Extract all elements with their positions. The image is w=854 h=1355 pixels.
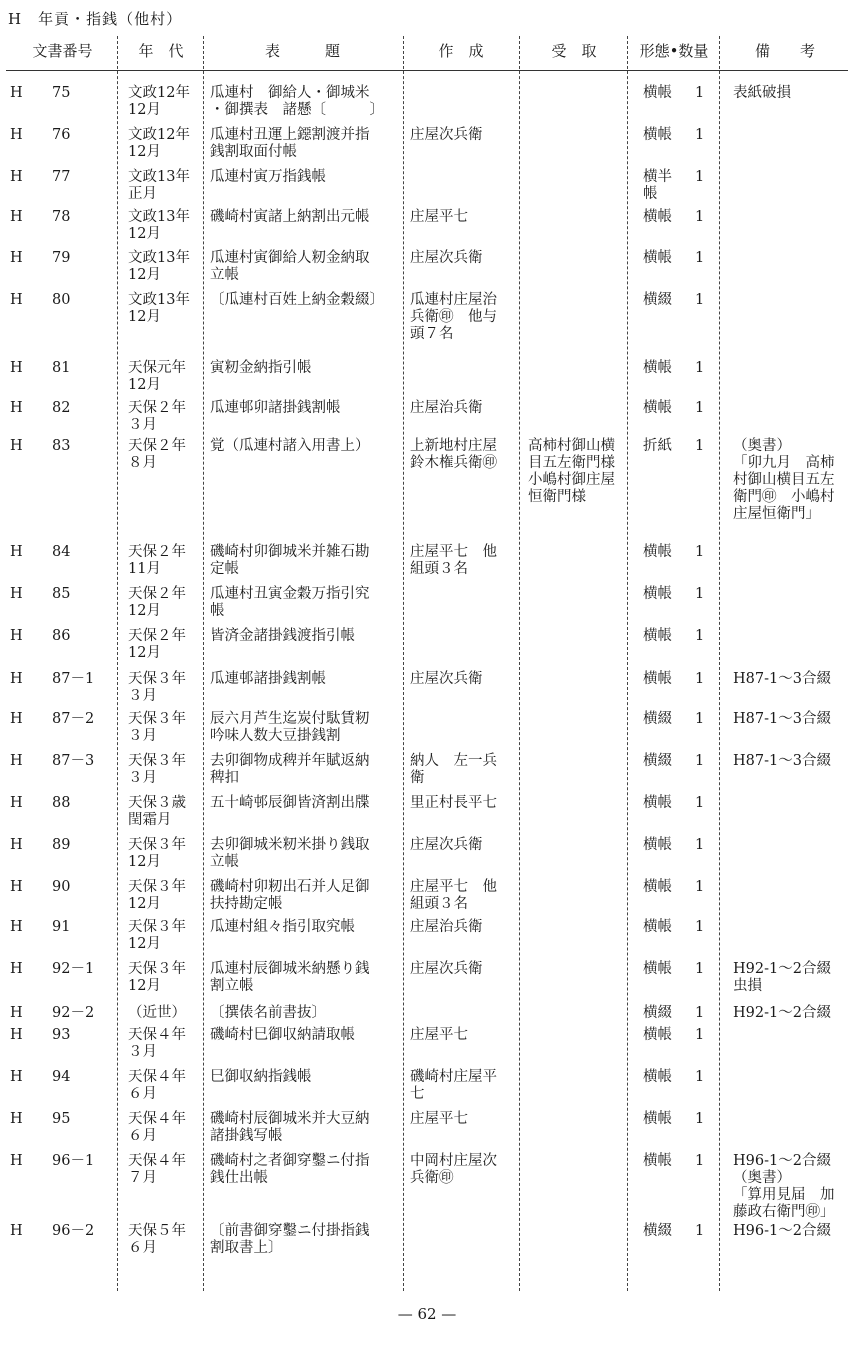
column-divider [519, 36, 520, 1291]
cell-author: 庄屋次兵衛 [410, 671, 483, 687]
cell-title: 去卯御城米籾米掛り銭取 立帳 [210, 837, 370, 870]
cell-author: 庄屋平七 [410, 1027, 468, 1043]
cell-author: 庄屋治兵衛 [410, 919, 483, 935]
cell-form: 横帳 [643, 795, 672, 811]
cell-qty: 1 [695, 292, 705, 308]
cell-no: 78 [52, 209, 71, 225]
cell-author: 庄屋次兵衛 [410, 961, 483, 977]
cell-no: 75 [52, 85, 71, 101]
cell-qty: 1 [695, 360, 705, 376]
cell-author: 庄屋次兵衛 [410, 837, 483, 853]
cell-form: 横綴 [643, 711, 672, 727]
cell-title: 覚（瓜連村諸入用書上） [210, 438, 370, 454]
cell-form: 横帳 [643, 1069, 672, 1085]
cell-author: 庄屋治兵衛 [410, 400, 483, 416]
cell-no: 92－1 [52, 961, 95, 977]
cell-era: 天保２年 ８月 [128, 438, 186, 471]
page-number: — 62 — [397, 1305, 457, 1323]
cell-qty: 1 [695, 85, 705, 101]
cell-qty: 1 [695, 1153, 705, 1169]
cell-recipient: 高柿村御山横 目五左衛門様 小嶋村御庄屋 恒衛門様 [528, 438, 615, 505]
cell-title: 巳御収納指銭帳 [210, 1069, 312, 1085]
header-era: 年 代 [138, 42, 184, 60]
cell-no: 76 [52, 127, 71, 143]
cell-no: 89 [52, 837, 71, 853]
cell-title: 瓜連村丑運上鐚割渡并指 銭割取面付帳 [210, 127, 370, 160]
header-note: 備 考 [754, 42, 815, 60]
column-divider [203, 36, 204, 1291]
cell-title: 五十崎邨辰御皆済割出牒 [210, 795, 370, 811]
cell-pre: H [10, 961, 23, 977]
cell-title: 瓜連村寅万指銭帳 [210, 169, 326, 185]
cell-title: 瓜連邨諸掛銭割帳 [210, 671, 326, 687]
cell-pre: H [10, 1069, 23, 1085]
cell-form: 横帳 [643, 209, 672, 225]
cell-qty: 1 [695, 961, 705, 977]
cell-title: 瓜連村 御給人・御城米 ・御撰表 諸懸〔 〕 [210, 85, 384, 118]
column-divider [719, 36, 720, 1291]
cell-pre: H [10, 1111, 23, 1127]
cell-pre: H [10, 292, 23, 308]
cell-era: 文政12年 12月 [128, 127, 190, 160]
header-rule [6, 70, 848, 71]
cell-note: H92-1～2合綴 虫損 [733, 961, 831, 994]
cell-no: 92－2 [52, 1005, 95, 1021]
cell-pre: H [10, 837, 23, 853]
column-divider [403, 36, 404, 1291]
cell-title: 去卯御物成稗并年賦返納 稗扣 [210, 753, 370, 786]
cell-era: 天保４年 ６月 [128, 1069, 186, 1102]
cell-no: 96－2 [52, 1223, 95, 1239]
cell-no: 88 [52, 795, 71, 811]
cell-note: H87-1～3合綴 [733, 753, 831, 769]
cell-qty: 1 [695, 795, 705, 811]
cell-form: 横帳 [643, 360, 672, 376]
cell-era: 天保３年 12月 [128, 961, 186, 994]
cell-title: 磯崎村之者御穿鑿ニ付指 銭仕出帳 [210, 1153, 370, 1186]
cell-qty: 1 [695, 628, 705, 644]
cell-pre: H [10, 250, 23, 266]
cell-era: （近世） [128, 1005, 186, 1021]
cell-author: 庄屋平七 [410, 1111, 468, 1127]
cell-pre: H [10, 209, 23, 225]
cell-no: 79 [52, 250, 71, 266]
cell-title: 磯崎村卯御城米并雑石勘 定帳 [210, 544, 370, 577]
cell-title: 辰六月芦生迄炭付駄賃籾 吟味人数大豆掛銭割 [210, 711, 370, 744]
column-divider [627, 36, 628, 1291]
cell-note: H96-1～2合綴 [733, 1223, 831, 1239]
cell-no: 77 [52, 169, 71, 185]
cell-author: 里正村長平七 [410, 795, 497, 811]
cell-pre: H [10, 1223, 23, 1239]
cell-title: 寅籾金納指引帳 [210, 360, 312, 376]
cell-era: 天保２年 ３月 [128, 400, 186, 433]
cell-pre: H [10, 169, 23, 185]
cell-qty: 1 [695, 711, 705, 727]
cell-era: 天保３年 12月 [128, 879, 186, 912]
cell-era: 天保４年 ７月 [128, 1153, 186, 1186]
cell-no: 81 [52, 360, 71, 376]
cell-qty: 1 [695, 919, 705, 935]
cell-author: 上新地村庄屋 鈴木権兵衛㊞ [410, 438, 497, 471]
cell-form: 横帳 [643, 1111, 672, 1127]
cell-era: 天保３年 ３月 [128, 711, 186, 744]
cell-form: 横帳 [643, 961, 672, 977]
cell-no: 91 [52, 919, 71, 935]
cell-pre: H [10, 753, 23, 769]
cell-form: 横帳 [643, 919, 672, 935]
cell-note: （奥書） 「卯九月 高柿 村御山横目五左 衛門㊞ 小嶋村 庄屋恒衛門」 [733, 438, 835, 522]
cell-note: H87-1～3合綴 [733, 711, 831, 727]
cell-pre: H [10, 127, 23, 143]
cell-pre: H [10, 1005, 23, 1021]
cell-title: 瓜連邨卯諸掛銭割帳 [210, 400, 341, 416]
cell-form: 横帳 [643, 544, 672, 560]
cell-author: 庄屋平七 他 組頭３名 [410, 544, 497, 577]
cell-author: 庄屋平七 他 組頭３名 [410, 879, 497, 912]
cell-form: 横綴 [643, 292, 672, 308]
cell-author: 中岡村庄屋次 兵衛㊞ [410, 1153, 497, 1186]
cell-pre: H [10, 360, 23, 376]
header-title: 表 題 [264, 42, 340, 60]
cell-pre: H [10, 438, 23, 454]
cell-form: 折紙 [643, 438, 672, 454]
cell-era: 天保元年 12月 [128, 360, 186, 393]
cell-form: 横帳 [643, 127, 672, 143]
cell-form: 横帳 [643, 671, 672, 687]
cell-qty: 1 [695, 1111, 705, 1127]
cell-qty: 1 [695, 544, 705, 560]
column-divider [117, 36, 118, 1291]
cell-qty: 1 [695, 753, 705, 769]
cell-form: 横半 帳 [643, 169, 672, 202]
cell-qty: 1 [695, 209, 705, 225]
cell-form: 横帳 [643, 85, 672, 101]
cell-pre: H [10, 544, 23, 560]
cell-pre: H [10, 919, 23, 935]
cell-title: 瓜連村組々指引取究帳 [210, 919, 355, 935]
cell-era: 天保３年 ３月 [128, 753, 186, 786]
cell-era: 文政13年 正月 [128, 169, 190, 202]
cell-pre: H [10, 879, 23, 895]
cell-note: H87-1～3合綴 [733, 671, 831, 687]
cell-title: 瓜連村丑寅金穀万指引究 帳 [210, 586, 370, 619]
cell-pre: H [10, 1153, 23, 1169]
cell-form: 横帳 [643, 628, 672, 644]
cell-no: 84 [52, 544, 71, 560]
cell-title: 〔瓜連村百姓上納金穀綴〕 [210, 292, 384, 308]
cell-title: 磯崎村寅諸上納割出元帳 [210, 209, 370, 225]
cell-title: 瓜連村辰御城米納懸り銭 割立帳 [210, 961, 370, 994]
cell-era: 文政13年 12月 [128, 250, 190, 283]
cell-qty: 1 [695, 169, 705, 185]
cell-qty: 1 [695, 1027, 705, 1043]
cell-pre: H [10, 85, 23, 101]
cell-title: 磯崎村巳御収納請取帳 [210, 1027, 355, 1043]
header-doc-no: 文書番号 [32, 42, 93, 60]
cell-qty: 1 [695, 586, 705, 602]
cell-form: 横綴 [643, 753, 672, 769]
cell-title: 〔撰俵名前書抜〕 [210, 1005, 326, 1021]
cell-no: 93 [52, 1027, 71, 1043]
cell-era: 天保４年 ３月 [128, 1027, 186, 1060]
cell-qty: 1 [695, 438, 705, 454]
cell-pre: H [10, 671, 23, 687]
cell-qty: 1 [695, 879, 705, 895]
header-recipient: 受 取 [551, 42, 597, 60]
cell-no: 86 [52, 628, 71, 644]
cell-author: 磯崎村庄屋平 七 [410, 1069, 497, 1102]
cell-form: 横帳 [643, 1027, 672, 1043]
cell-era: 天保５年 ６月 [128, 1223, 186, 1256]
cell-no: 87－1 [52, 671, 95, 687]
table-header [0, 33, 854, 69]
cell-qty: 1 [695, 1005, 705, 1021]
cell-note: H96-1～2合綴 （奥書） 「算用見届 加 藤政右衛門㊞」 [733, 1153, 835, 1220]
cell-no: 82 [52, 400, 71, 416]
cell-no: 87－2 [52, 711, 95, 727]
cell-qty: 1 [695, 1069, 705, 1085]
header-form-qty: 形態•数量 [639, 42, 709, 60]
cell-qty: 1 [695, 671, 705, 687]
cell-no: 96－1 [52, 1153, 95, 1169]
cell-title: 磯崎村辰御城米并大豆納 諸掛銭写帳 [210, 1111, 370, 1144]
cell-title: 皆済金諸掛銭渡指引帳 [210, 628, 355, 644]
cell-no: 87－3 [52, 753, 95, 769]
cell-title: 〔前書御穿鑿ニ付掛指銭 割取書上〕 [210, 1223, 370, 1256]
cell-era: 天保３年 12月 [128, 837, 186, 870]
cell-era: 天保３歳 閏霜月 [128, 795, 186, 828]
cell-pre: H [10, 1027, 23, 1043]
cell-note: 表紙破損 [733, 85, 791, 101]
cell-pre: H [10, 795, 23, 811]
cell-era: 天保３年 12月 [128, 919, 186, 952]
cell-era: 文政13年 12月 [128, 209, 190, 242]
cell-no: 80 [52, 292, 71, 308]
cell-pre: H [10, 400, 23, 416]
cell-author: 庄屋次兵衛 [410, 127, 483, 143]
cell-no: 83 [52, 438, 71, 454]
cell-no: 94 [52, 1069, 71, 1085]
cell-era: 天保２年 12月 [128, 586, 186, 619]
cell-form: 横帳 [643, 400, 672, 416]
cell-author: 納人 左一兵 衛 [410, 753, 497, 786]
cell-pre: H [10, 586, 23, 602]
cell-qty: 1 [695, 1223, 705, 1239]
cell-form: 横綴 [643, 1223, 672, 1239]
cell-qty: 1 [695, 837, 705, 853]
cell-form: 横帳 [643, 1153, 672, 1169]
cell-qty: 1 [695, 400, 705, 416]
cell-era: 天保３年 ３月 [128, 671, 186, 704]
cell-no: 95 [52, 1111, 71, 1127]
cell-title: 瓜連村寅御給人籾金納取 立帳 [210, 250, 370, 283]
cell-era: 天保４年 ６月 [128, 1111, 186, 1144]
cell-form: 横綴 [643, 1005, 672, 1021]
cell-author: 瓜連村庄屋治 兵衛㊞ 他与 頭７名 [410, 292, 497, 342]
cell-title: 磯崎村卯籾出石并人足御 扶持勘定帳 [210, 879, 370, 912]
cell-author: 庄屋平七 [410, 209, 468, 225]
cell-pre: H [10, 628, 23, 644]
cell-qty: 1 [695, 127, 705, 143]
cell-form: 横帳 [643, 586, 672, 602]
cell-pre: H [10, 711, 23, 727]
cell-qty: 1 [695, 250, 705, 266]
cell-form: 横帳 [643, 879, 672, 895]
cell-form: 横帳 [643, 250, 672, 266]
header-author: 作 成 [438, 42, 484, 60]
cell-era: 文政13年 12月 [128, 292, 190, 325]
cell-author: 庄屋次兵衛 [410, 250, 483, 266]
cell-era: 天保２年 12月 [128, 628, 186, 661]
section-title: H 年貢・指銭（他村） [8, 10, 183, 28]
cell-no: 90 [52, 879, 71, 895]
cell-note: H92-1～2合綴 [733, 1005, 831, 1021]
cell-form: 横帳 [643, 837, 672, 853]
cell-era: 文政12年 12月 [128, 85, 190, 118]
cell-era: 天保２年 11月 [128, 544, 186, 577]
cell-no: 85 [52, 586, 71, 602]
